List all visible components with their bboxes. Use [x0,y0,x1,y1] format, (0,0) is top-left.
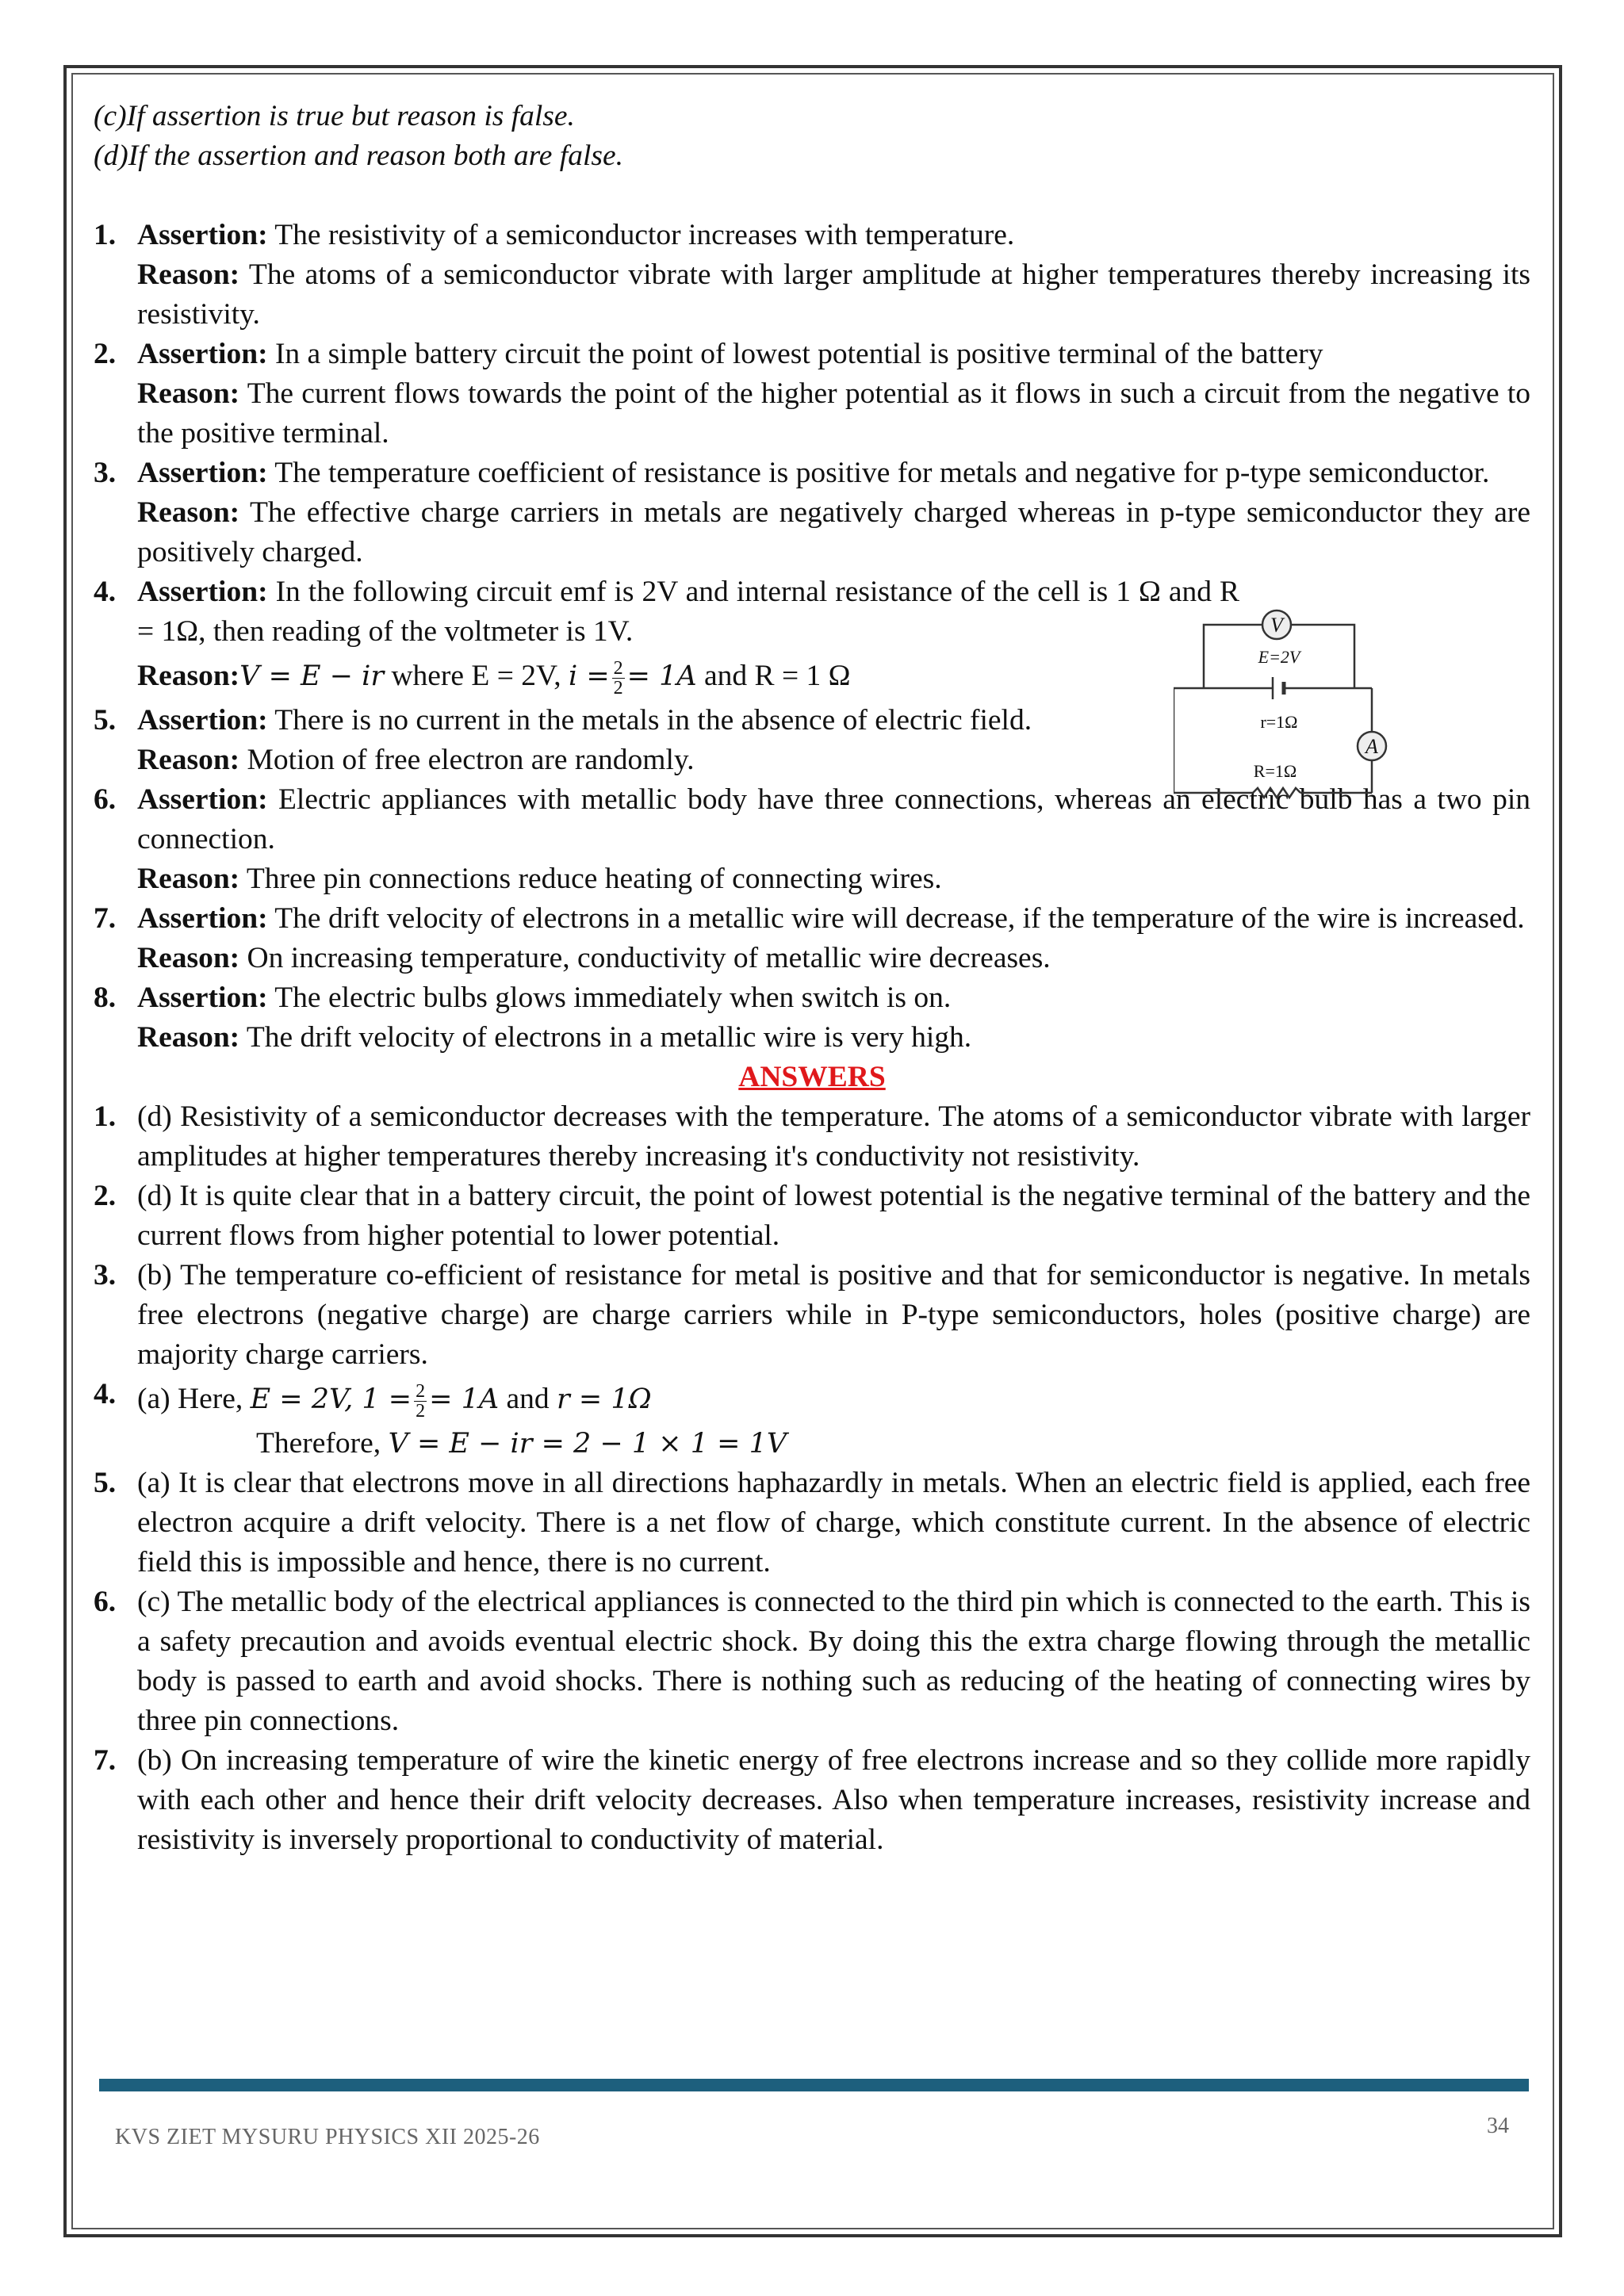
assertion-label: Assertion: [137,902,268,935]
answer-text: (d) Resistivity of a semiconductor decreases with the temperature. The atoms of a semiconductor vibrate with larger amplitudes at higher temperatures thereby increasing it's conductivity not resistivity. [137,1100,1530,1173]
reason-text: On increasing temperature, conductivity of metallic wire decreases. [247,942,1051,974]
reason-text: The current flows towards the point of the higher potential as it flows in such a circuit from the negative to the positive terminal. [137,377,1530,450]
page-content [94,97,1530,1860]
assertion-label: Assertion: [137,219,268,251]
question-number: 8. [94,982,117,1014]
emf-label: E=2V [1258,647,1300,667]
question-1 [94,216,1530,335]
answer-number: 7. [94,1744,117,1777]
reason-where: where E = 2V, [384,660,569,692]
answer-number: 5. [94,1467,117,1499]
reason-label: Reason: [137,863,240,895]
answer-4 [94,1375,1530,1464]
answer-5 [94,1464,1530,1582]
reason-text: Three pin connections reduce heating of connecting wires. [246,863,942,895]
assertion-label: Assertion: [137,783,268,816]
resistor-label: R=1Ω [1253,761,1297,781]
voltmeter-wire-right [1291,625,1354,688]
answer-eq-b: = 1A [429,1383,500,1415]
reason-eq2: = 1A [626,660,697,692]
fraction: $\frac{2}{2}$ [613,657,623,698]
reason-equation: V = E − ir [239,660,385,692]
answer-text: (a) It is clear that electrons move in all directions haphazardly in metals. When an electric field is applied, each free electron acquire a drift velocity. There is a net flow of charge, which constitute current. In the absence of electric field this is impossible and hence, there is no current. [137,1467,1530,1578]
question-2 [94,335,1530,453]
answer-eq-c: r = 1Ω [557,1383,652,1415]
answer-number: 6. [94,1586,117,1618]
answer-number: 4. [94,1378,117,1410]
reason-text: The atoms of a semiconductor vibrate with larger amplitude at higher temperatures thereby increasing its resistivity. [137,258,1531,331]
answer-number: 3. [94,1259,117,1292]
answer-6 [94,1582,1530,1741]
reason-text: The drift velocity of electrons in a metallic wire is very high. [246,1021,972,1054]
internal-resistance-label: r=1Ω [1260,712,1298,732]
voltmeter-label: V [1270,614,1283,637]
page-number: 34 [1487,2114,1509,2138]
assertion-label: Assertion: [137,576,268,608]
answer-number: 2. [94,1180,117,1212]
question-number: 6. [94,783,117,816]
reason-label: Reason: [137,942,240,974]
question-number: 7. [94,902,117,935]
answer-3 [94,1256,1530,1375]
voltmeter-wire-left [1204,625,1262,688]
answer-text: (b) The temperature co-efficient of resistance for metal is positive and that for semiconductor is negative. In metals free electrons (negative charge) are charge carriers while in P-type semiconductors, holes (positive charge) are majority charge carriers. [137,1259,1530,1371]
answer-eq-a: E = 2V, 1 = [250,1383,412,1415]
circuit-diagram [1174,609,1491,815]
resistor-zigzag [1253,788,1300,798]
reason-text: Motion of free electron are randomly. [247,744,695,776]
reason-and: and R = 1 Ω [696,660,851,692]
question-8 [94,978,1530,1058]
assertion-label: Assertion: [137,338,268,370]
footer-text: KVS ZIET MYSURU PHYSICS XII 2025-26 [115,2125,540,2149]
question-number: 2. [94,338,117,370]
assertion-text: Electric appliances with metallic body have three connections, whereas an electric bulb has a two pin connection. [137,783,1530,855]
answer-1 [94,1097,1530,1177]
answer-therefore: Therefore, [256,1427,389,1460]
option-c: (c)If assertion is true but reason is false. [94,100,575,132]
assertion-text: The electric bulbs glows immediately when switch is on. [274,982,952,1014]
answer-here: (a) Here, [137,1383,251,1415]
reason-label: Reason: [137,377,240,410]
question-number: 5. [94,704,117,737]
question-number: 1. [94,219,117,251]
fraction: $\frac{2}{2}$ [416,1380,426,1422]
question-number: 4. [94,576,117,608]
reason-label: Reason: [137,496,240,529]
reason-label: Reason: [137,1021,240,1054]
assertion-text: In a simple battery circuit the point of lowest potential is positive terminal of the battery [274,338,1323,370]
assertion-text: In the following circuit emf is 2V and internal resistance of the cell is 1 Ω and R = 1Ω, then reading of the voltmeter is 1V. [137,576,1240,648]
answer-text: (c) The metallic body of the electrical appliances is connected to the third pin which is connected to the earth. This is a safety precaution and avoids eventual electric shock. By doing this the extra charge flowing through the metallic body is passed to earth and avoid shocks. There is nothing such as reducing of the heating of connecting wires by three pin connections. [137,1586,1530,1737]
assertion-label: Assertion: [137,982,268,1014]
assertion-text: There is no current in the metals in the absence of electric field. [274,704,1032,737]
question-number: 3. [94,457,117,489]
reason-label: Reason: [137,744,240,776]
assertion-text: The resistivity of a semiconductor increases with temperature. [274,219,1015,251]
assertion-label: Assertion: [137,457,268,489]
answer-7 [94,1741,1530,1860]
reason-text: The effective charge carriers in metals are negatively charged whereas in p-type semiconductor they are positively charged. [137,496,1531,568]
assertion-label: Assertion: [137,704,268,737]
answer-and: and [499,1383,557,1415]
assertion-text: The temperature coefficient of resistance is positive for metals and negative for p-type semiconductor. [274,457,1490,489]
reason-i: i = [569,660,610,692]
answer-text: (b) On increasing temperature of wire the kinetic energy of free electrons increase and so they collide more rapidly with each other and hence their drift velocity decreases. Also when temperature increases, resistivity increase and resistivity is inversely proportional to conductivity of material. [137,1744,1530,1856]
reason-label: Reason: [137,258,240,291]
assertion-text: The drift velocity of electrons in a metallic wire will decrease, if the temperature of the wire is increased. [274,902,1525,935]
answer-eq-d: V = E − ir = 2 − 1 × 1 = 1V [388,1428,787,1460]
answer-number: 1. [94,1100,117,1133]
question-7 [94,899,1530,978]
option-d: (d)If the assertion and reason both are false. [94,140,623,172]
reason-label: Reason: [137,660,240,692]
footer-bar [99,2079,1529,2091]
answers-heading: ANSWERS [738,1061,886,1093]
question-3 [94,453,1530,572]
answer-2 [94,1177,1530,1256]
ammeter-label: A [1365,735,1378,758]
answer-text: (d) It is quite clear that in a battery circuit, the point of lowest potential is the negative terminal of the battery and the current flows from higher potential to lower potential. [137,1180,1530,1252]
